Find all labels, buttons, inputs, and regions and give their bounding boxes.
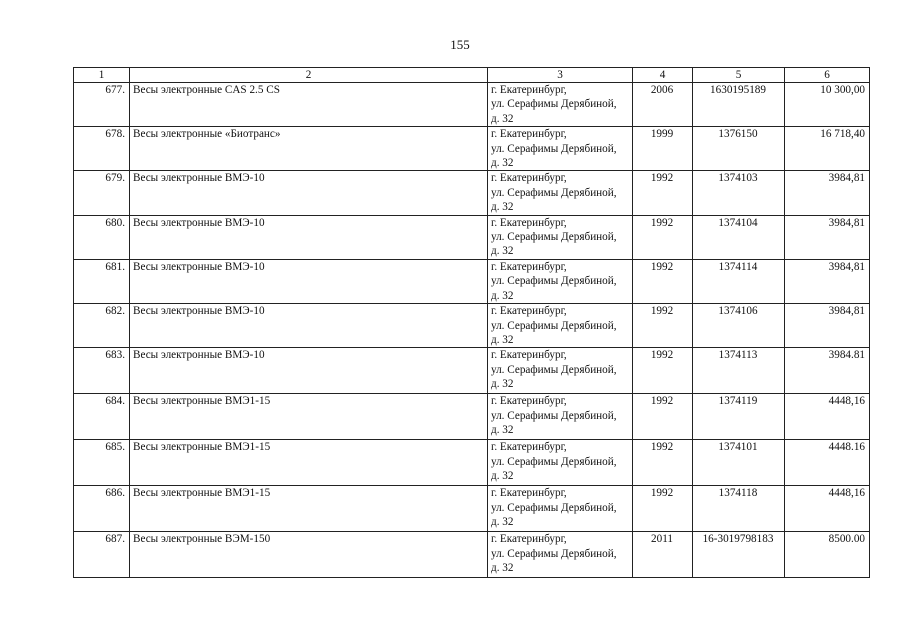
item-name: Весы электронные ВМЭ-10 — [130, 215, 488, 259]
item-year: 2006 — [633, 83, 693, 127]
row-number: 679. — [74, 171, 130, 215]
table-row — [74, 215, 870, 259]
address-line: ул. Серафимы Дерябиной, — [491, 409, 617, 422]
column-header: 4 — [633, 68, 693, 83]
table-row — [74, 171, 870, 215]
item-year: 1992 — [633, 171, 693, 215]
address-line: г. Екатеринбург, — [491, 128, 567, 141]
address-line: ул. Серафимы Дерябиной, — [491, 275, 617, 288]
item-year: 1992 — [633, 348, 693, 394]
item-address — [488, 127, 633, 171]
inventory-number: 1374119 — [693, 394, 785, 440]
address-line: д. 32 — [491, 470, 514, 483]
table-row — [74, 348, 870, 394]
address-line: д. 32 — [491, 112, 514, 125]
item-address — [488, 348, 633, 394]
row-number: 680. — [74, 215, 130, 259]
address-line: г. Екатеринбург, — [491, 395, 567, 408]
item-cost: 3984.81 — [785, 348, 870, 394]
item-name: Весы электронные ВМЭ1-15 — [130, 486, 488, 532]
item-name: Весы электронные ВМЭ-10 — [130, 304, 488, 348]
inventory-number: 1374118 — [693, 486, 785, 532]
header-row — [74, 68, 870, 83]
item-year: 1992 — [633, 394, 693, 440]
address-line: г. Екатеринбург, — [491, 172, 567, 185]
item-name: Весы электронные ВМЭ1-15 — [130, 394, 488, 440]
row-number: 687. — [74, 532, 130, 578]
item-cost: 8500.00 — [785, 532, 870, 578]
row-number: 686. — [74, 486, 130, 532]
table-row — [74, 259, 870, 303]
item-name: Весы электронные CAS 2.5 CS — [130, 83, 488, 127]
item-cost: 4448.16 — [785, 440, 870, 486]
column-header: 5 — [693, 68, 785, 83]
inventory-number: 1374104 — [693, 215, 785, 259]
table-row — [74, 532, 870, 578]
row-number: 685. — [74, 440, 130, 486]
address-line: д. 32 — [491, 157, 514, 170]
table-row — [74, 486, 870, 532]
inventory-number: 1374113 — [693, 348, 785, 394]
address-line: г. Екатеринбург, — [491, 487, 567, 500]
address-line: г. Екатеринбург, — [491, 216, 567, 229]
address-line: г. Екатеринбург, — [491, 84, 567, 96]
item-address — [488, 394, 633, 440]
item-year: 1992 — [633, 440, 693, 486]
address-line: ул. Серафимы Дерябиной, — [491, 98, 617, 111]
row-number: 682. — [74, 304, 130, 348]
address-line: д. 32 — [491, 424, 514, 437]
inventory-number: 1374114 — [693, 259, 785, 303]
item-address — [488, 532, 633, 578]
address-line: д. 32 — [491, 245, 514, 258]
item-address — [488, 83, 633, 127]
item-cost: 3984,81 — [785, 215, 870, 259]
table-row — [74, 127, 870, 171]
address-line: г. Екатеринбург, — [491, 441, 567, 454]
column-header: 6 — [785, 68, 870, 83]
item-name: Весы электронные ВМЭ-10 — [130, 171, 488, 215]
item-cost: 3984,81 — [785, 171, 870, 215]
row-number: 684. — [74, 394, 130, 440]
item-year: 1992 — [633, 304, 693, 348]
address-line: ул. Серафимы Дерябиной, — [491, 547, 617, 560]
table-row — [74, 440, 870, 486]
column-header: 3 — [488, 68, 633, 83]
address-line: д. 32 — [491, 562, 514, 575]
item-address — [488, 259, 633, 303]
address-line: ул. Серафимы Дерябиной, — [491, 501, 617, 514]
item-year: 1992 — [633, 486, 693, 532]
inventory-number: 16-3019798183 — [693, 532, 785, 578]
item-name: Весы электронные ВМЭ-10 — [130, 259, 488, 303]
item-cost: 16 718,40 — [785, 127, 870, 171]
address-line: д. 32 — [491, 289, 514, 302]
item-address — [488, 304, 633, 348]
item-name: Весы электронные «Биотранс» — [130, 127, 488, 171]
address-line: г. Екатеринбург, — [491, 349, 567, 362]
page-number: 155 — [450, 37, 470, 52]
item-year: 1999 — [633, 127, 693, 171]
inventory-number: 1374103 — [693, 171, 785, 215]
item-address — [488, 440, 633, 486]
row-number: 677. — [74, 83, 130, 127]
item-name: Весы электронные ВМЭ1-15 — [130, 440, 488, 486]
item-address — [488, 486, 633, 532]
property-table — [73, 67, 870, 578]
address-line: д. 32 — [491, 333, 514, 346]
item-address — [488, 171, 633, 215]
column-header: 1 — [74, 68, 130, 83]
address-line: ул. Серафимы Дерябиной, — [491, 231, 617, 244]
item-year: 1992 — [633, 259, 693, 303]
address-line: д. 32 — [491, 516, 514, 529]
table-row — [74, 394, 870, 440]
address-line: г. Екатеринбург, — [491, 305, 567, 318]
item-cost: 3984,81 — [785, 304, 870, 348]
address-line: г. Екатеринбург, — [491, 533, 567, 546]
table-row — [74, 304, 870, 348]
address-line: ул. Серафимы Дерябиной, — [491, 455, 617, 468]
item-cost: 4448,16 — [785, 486, 870, 532]
table-row — [74, 83, 870, 127]
inventory-number: 1374106 — [693, 304, 785, 348]
inventory-number: 1630195189 — [693, 83, 785, 127]
address-line: г. Екатеринбург, — [491, 260, 567, 273]
item-cost: 3984,81 — [785, 259, 870, 303]
item-address — [488, 215, 633, 259]
address-line: ул. Серафимы Дерябиной, — [491, 363, 617, 376]
row-number: 683. — [74, 348, 130, 394]
inventory-number: 1376150 — [693, 127, 785, 171]
inventory-number: 1374101 — [693, 440, 785, 486]
address-line: д. 32 — [491, 201, 514, 214]
address-line: ул. Серафимы Дерябиной, — [491, 186, 617, 199]
address-line: д. 32 — [491, 378, 514, 391]
item-name: Весы электронные ВМЭ-10 — [130, 348, 488, 394]
item-year: 2011 — [633, 532, 693, 578]
item-cost: 4448,16 — [785, 394, 870, 440]
row-number: 681. — [74, 259, 130, 303]
address-line: ул. Серафимы Дерябиной, — [491, 142, 617, 155]
row-number: 678. — [74, 127, 130, 171]
item-cost: 10 300,00 — [785, 83, 870, 127]
item-name: Весы электронные ВЭМ-150 — [130, 532, 488, 578]
column-header: 2 — [130, 68, 488, 83]
address-line: ул. Серафимы Дерябиной, — [491, 319, 617, 332]
item-year: 1992 — [633, 215, 693, 259]
